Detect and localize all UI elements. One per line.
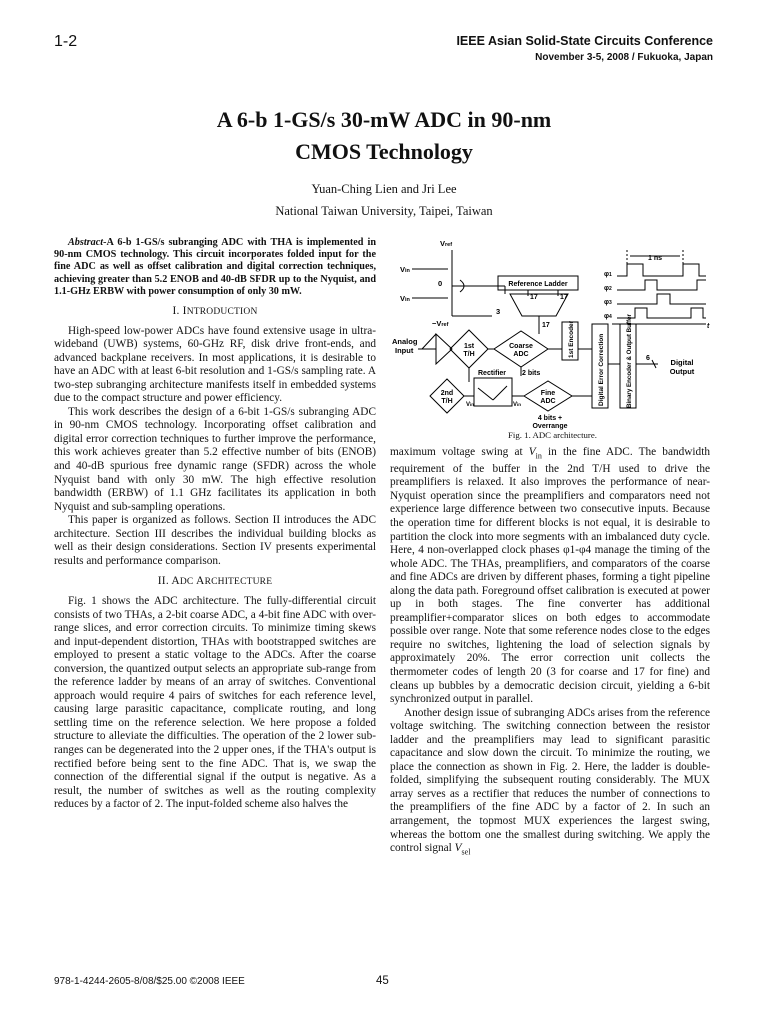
fig-vin-plus: Vin [400, 265, 410, 274]
authors: Yuan-Ching Lien and Jri Lee [311, 182, 457, 196]
right-paragraph-2 [390, 707, 710, 859]
section-2-paragraph-1: Fig. 1 shows the ADC architecture. The fully-differential circuit consists of two THAs, a 2-bit coarse ADC, a 4-bit fine ADC with over-range slices, and error correction circuits. To minimize timing skews and input-dependent distortion, THAs with bootstrapped switches are employed to present a static voltage to the ADCs. After the coarse conversion, the quantized output selects an appropriate sub-range from the reference ladder by means of an array of switches. Conventional approach would require 4 pairs of switches for each reference level, causing large parasitic capacitance, complicate routing, and long settling time on the reference selection. We here propose a folded structure to alleviate the difficulties. The operation of the 2 lower sub-ranges can be degenerated into the 2 upper ones, if the THA's output is rectified before being sent to the fine ADC. That is, we swap the connection of the differential signal if the output is negative. As a result, the number of switches as well as the routing complexity reduces by a factor of 2. The input-folded scheme also halves the [54, 594, 376, 811]
fig-vin-minus: Vin [400, 294, 410, 303]
fig-three-label: 3 [496, 307, 501, 316]
abstract-label: Abstract- [68, 237, 107, 248]
fig-rectifier: Rectifier [478, 370, 507, 377]
section-2-initial-2: A [196, 575, 205, 588]
right-p2-v: V [454, 842, 462, 855]
section-2-initial-1: A [171, 575, 180, 588]
fig-phi-1: φ1 [604, 271, 612, 278]
section-2-numeral: II. [157, 575, 172, 588]
section-2-heading [54, 575, 376, 590]
abstract-text: A 6-b 1-GS/s subranging ADC with THA is implemented in 90-nm CMOS technology. This circuit incorporates folded input for the fine ADC as well as offset calibration and digital correction techniques, achieving greater than 5.2 ENOB and 40-dB SFDR up to the Nyquist, and 1.1-GHz ERBW with power consumption of only 30 mW. [54, 237, 376, 297]
fig-1ns: 1 ns [647, 255, 663, 262]
fig-vin-fine: Vin [513, 402, 522, 408]
isbn-footer: 978-1-4244-2605-8/08/$25.00 ©2008 IEEE [54, 976, 245, 987]
fig-phi-3: φ3 [604, 299, 612, 306]
fig-vref-label: Vref [440, 239, 453, 248]
section-1-initial: I [182, 305, 187, 318]
title-line-2: CMOS Technology [295, 139, 473, 164]
conference-name: IEEE Asian Solid-State Circuits Conference [456, 34, 713, 48]
fig-zero-label: 0 [438, 279, 443, 288]
right-p1-b: in the fine ADC. The bandwidth requirement of the buffer in the 2nd T/H used to drive the preamplifiers is relaxed. It also improves the performance of near-Nyquist operation since the preamplifiers and comparators need not experience large difference between two consecutive inputs. Because the operation time for different blocks is not equal, it is desirable to partition the clock into more segments with an imbalanced duty cycle. Here, 4 non-overlapped clock phases φ1-φ4 manage the timing of the whole ADC. The THAs, preamplifiers, and comparators of the coarse and fine ADCs are driven by different phases, forming a tight pipeline along the data path. Foreground offset calibration is executed at power up in both stages. The fine converter has additional preamplifier+comparator slices on both edges to accommodate possible over range. Note that some reference nodes close to the edges require no switches, lightening the load of selection signals by approximately 20%. The error correction unit collects the thermometer codes of length 20 (3 for coarse and 17 for fine) and cleans up bubbles by a democratic decision circuit, yielding a 6-bit synchronized output in parallel. [390, 446, 710, 706]
fig-1st-encoder: 1st Encoder [568, 320, 575, 358]
fig-digital-error-correction: Digital Error Correction [598, 333, 605, 406]
fig-binary-encoder: Binary Encoder & Output Buffer [626, 314, 633, 408]
left-column [54, 237, 376, 812]
fig-six: 6 [646, 355, 650, 362]
section-1-numeral: I. [172, 305, 183, 318]
right-p2-a: Another design issue of subranging ADCs arises from the reference voltage switching. The switching connection between the resistor ladder and the preamplifiers may lead to significant parasitic capacitance and slow down the circuit. To minimize the routing, we place the connection as shown in Fig. 2. Here, the ladder is double-folded, simplifying the subsequent routing considerably. The MUX array serves as a rectifier that reduces the number of connections to the preamplifiers of the fine ADC by a factor of 2. In such an arrangement, the topmost MUX experiences the largest swing, whereas the bottom one the smallest during switching. We apply the control signal [390, 706, 710, 855]
fig-1st-th: 1st T/H [463, 343, 475, 358]
figure-caption: Fig. 1. ADC architecture. [508, 430, 597, 440]
right-p2-sub: sel [461, 847, 471, 857]
fig-phi-2: φ2 [604, 285, 612, 292]
section-1-paragraph-3: This paper is organized as follows. Section II introduces the ADC architecture. Section III describes the individual building blocks as well as their design considerations. Section IV presents experimental results and performance comparison. [54, 514, 376, 567]
fig-reference-ladder: Reference Ladder [508, 281, 568, 288]
right-p1-a: maximum voltage swing at [390, 446, 529, 458]
fig-digital-output: Digital Output [669, 358, 695, 376]
fig-t-axis: t [707, 323, 710, 330]
fig-analog-input: Analog Input [392, 337, 418, 355]
section-2-rest-1: DC [179, 577, 197, 588]
conference-date: November 3-5, 2008 / Fukuoka, Japan [535, 52, 713, 63]
fig-4-bits: 4 bits + Overrange [532, 415, 568, 430]
section-1-paragraph-2: This work describes the design of a 6-bit 1-GS/s subranging ADC in 90-nm CMOS technology. Incorporating offset calibration and digital error correction techniques to further improve the performance, this work achieves greater than 5.2 effective number of bits (ENOB) and 40-dB spurious free dynamic range (SFDR) across the whole Nyquist band with only 30 mW. The high effective resolution bandwidth (ERBW) of 1.1 GHz facilitates its application in both Nyquist and sub-sampling operations. [54, 405, 376, 513]
fig-2nd-th: 2nd T/H [440, 390, 454, 405]
section-1-heading [54, 305, 376, 320]
page-number-label: 1-2 [54, 33, 78, 50]
fig-vin-rect: Vin [466, 402, 475, 408]
page-number: 45 [376, 975, 389, 987]
title-line-1: A 6-b 1-GS/s 30-mW ADC in 90-nm [216, 107, 552, 132]
paper-title [0, 104, 768, 168]
fig-2-bits: 2 bits [522, 370, 541, 377]
right-p1-sub: in [535, 451, 542, 461]
right-column [390, 446, 710, 859]
affiliation: National Taiwan University, Taipei, Taiwan [275, 204, 493, 218]
fig-17a: 17 [530, 294, 538, 301]
right-p1-v: V [528, 446, 536, 458]
fig-phi-4: φ4 [604, 313, 612, 320]
right-paragraph-1 [390, 446, 710, 707]
fig-fine-adc: Fine ADC [540, 390, 556, 405]
fig-coarse-adc: Coarse ADC [509, 343, 533, 358]
section-1-paragraph-1: High-speed low-power ADCs have found extensive usage in ultra-wideband (UWB) systems, 60-GHz RF, disk drive front-ends, and advanced backplane receivers. In most applications, it is desirable to have an ADC with at least 6-bit resolution and 1-GS/s sampling rate. A two-step subranging architecture manifests itself in embedded systems due to the compact structure and power efficiency. [54, 324, 376, 405]
abstract [54, 237, 376, 298]
fig-17c: 17 [542, 322, 550, 329]
section-2-rest-2: RCHITECTURE [204, 577, 273, 588]
section-1-rest: NTRODUCTION [186, 307, 258, 318]
fig-neg-vref-label: −Vref [432, 319, 449, 328]
adc-architecture-figure [390, 236, 715, 436]
fig-17b: 17 [560, 294, 568, 301]
